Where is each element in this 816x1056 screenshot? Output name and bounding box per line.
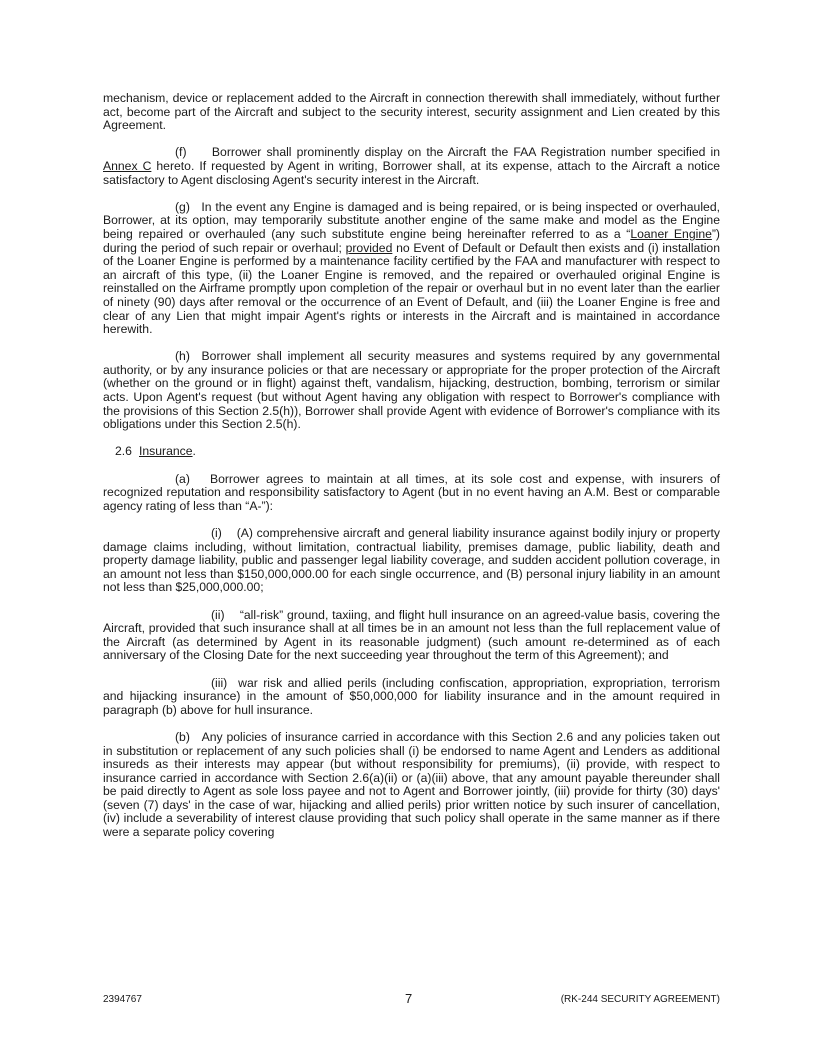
paragraph-a-i [103,527,720,595]
paragraph-text: ”) during the period of such repair or overhaul; [103,226,720,255]
paragraph-label: (b) [175,729,190,744]
defined-term-loaner-engine: Loaner Engine [630,226,712,241]
paragraph-text: Borrower shall implement all security measures and systems required by any governmental authority, or by any insurance policies or that are necessary or appropriate for the proper protection of the Aircraft (whether on the ground or in flight) against theft, vandalism, hijacking, destruction, bombing, terrorism or similar acts. Upon Agent's request (but without Agent having any obligation with respect to Borrower's compliance with the provisions of this Section 2.5(h)), Borrower shall provide Agent with evidence of Borrower's compliance with its obligations under this Section 2.5(h). [103,349,720,432]
paragraph-label: (ii) [211,607,225,622]
paragraph-label: (i) [211,526,222,540]
paragraph-label: (h) [175,349,190,364]
section-title: Insurance [139,444,193,459]
paragraph-text: Borrower agrees to maintain at all times, at its sole cost and expense, with insurers of recognized reputation and responsibility satisfactory to Agent (but in no event having an A.M. Best or comparable agency rating of less than “A-”): [103,471,720,513]
section-number: 2.6 [115,444,132,459]
paragraph-label: (iii) [211,675,228,690]
paragraph-text: hereto. If requested by Agent in writing, Borrower shall, at its expense, attach to the Aircraft a notice satisfactory to Agent disclosing Agent's security interest in the Aircraft. [103,158,721,187]
paragraph-text: In the event any Engine is damaged and is being repaired, or is being inspected or overhauled, Borrower, at its option, may temporarily substitute another engine of the same make and model as the Engine being repaired or overhauled (any such substitute engine being hereinafter referred to as a “ [103,199,720,241]
paragraph-f [103,146,720,187]
paragraph-b [103,731,720,840]
paragraph-label: (g) [175,199,190,214]
paragraph-text: war risk and allied perils (including confiscation, appropriation, expropriation, terrorism and hijacking insurance) in the amount of $50,000,000 for liability insurance and in the amount required in paragraph (b) above for hull insurance. [103,675,720,717]
paragraph-g [103,201,720,337]
section-heading-2-6 [115,445,720,459]
paragraph-text: Any policies of insurance carried in accordance with this Section 2.6 and any policies taken out in substitution or replacement of any such policies shall (i) be endorsed to name Agent and Lenders as additional insureds as their interests may appear (but without responsibility for premiums), (ii) provide, with respect to insurance carried in accordance with Section 2.6(a)(ii) or (a)(iii) above, that any amount payable thereunder shall be paid directly to Agent as sole loss payee and not to Agent and Borrower jointly, (iii) provide for thirty (30) days' (seven (7) days' in the case of war, hijacking and allied perils) prior written notice by such insurer of cancellation, (iv) include a severability of interest clause providing that such policy shall operate in the same manner as if there were a separate policy covering [103,729,720,840]
paragraph-label: (f) [175,145,187,160]
proviso-term: provided [345,240,393,255]
paragraph-text: (A) comprehensive aircraft and general liability insurance against bodily injury or property damage claims including, without limitation, contractual liability, premises damage, public liability, death and property damage liability, public and passenger legal liability coverage, and sudden accident pollution coverage, in an amount not less than $150,000,000.00 for each single occurrence, and (B) personal injury liability in an amount not less than $25,000,000.00; [103,526,721,595]
paragraph-a [103,473,720,514]
annex-c-reference: Annex C [103,158,152,173]
paragraph-text: Borrower shall prominently display on the Aircraft the FAA Registration number specified in [211,145,720,160]
document-body [103,92,720,853]
paragraph-intro: mechanism, device or replacement added to the Aircraft in connection therewith shall immediately, without further act, become part of the Aircraft and subject to the security interest, security assignment and Lien created by this Agreement. [103,91,720,133]
paragraph-a-ii [103,609,720,663]
footer-doc-title: (RK-244 SECURITY AGREEMENT) [560,994,720,1005]
paragraph-a-iii [103,677,720,718]
paragraph-h [103,350,720,432]
paragraph-label: (a) [175,471,190,486]
paragraph-text: “all-risk” ground, taxiing, and flight hull insurance on an agreed-value basis, covering the Aircraft, provided that such insurance shall at all times be in an amount not less than the full replacement value of the Aircraft (as determined by Agent in its reasonable judgment) (such amount re-determined as of each anniversary of the Closing Date for the next succeeding year throughout the term of this Agreement); and [103,607,720,663]
paragraph-text: no Event of Default or Default then exists and (i) installation of the Loaner Engine is performed by a maintenance facility certified by the FAA and manufacturer with respect to an aircraft of this type, (ii) the Loaner Engine is removed, and the repaired or overhauled original Engine is reinstalled on the Airframe promptly upon completion of the repair or overhaul but in no event later than the earlier of ninety (90) days after removal or the occurrence of an Event of Default, and (iii) the Loaner Engine is free and clear of any Lien that might impair Agent's rights or interests in the Aircraft and is maintained in accordance herewith. [103,240,720,337]
footer-page-number: 7 [405,991,413,1006]
section-title-period: . [192,444,196,459]
footer-doc-number: 2394767 [103,994,142,1005]
